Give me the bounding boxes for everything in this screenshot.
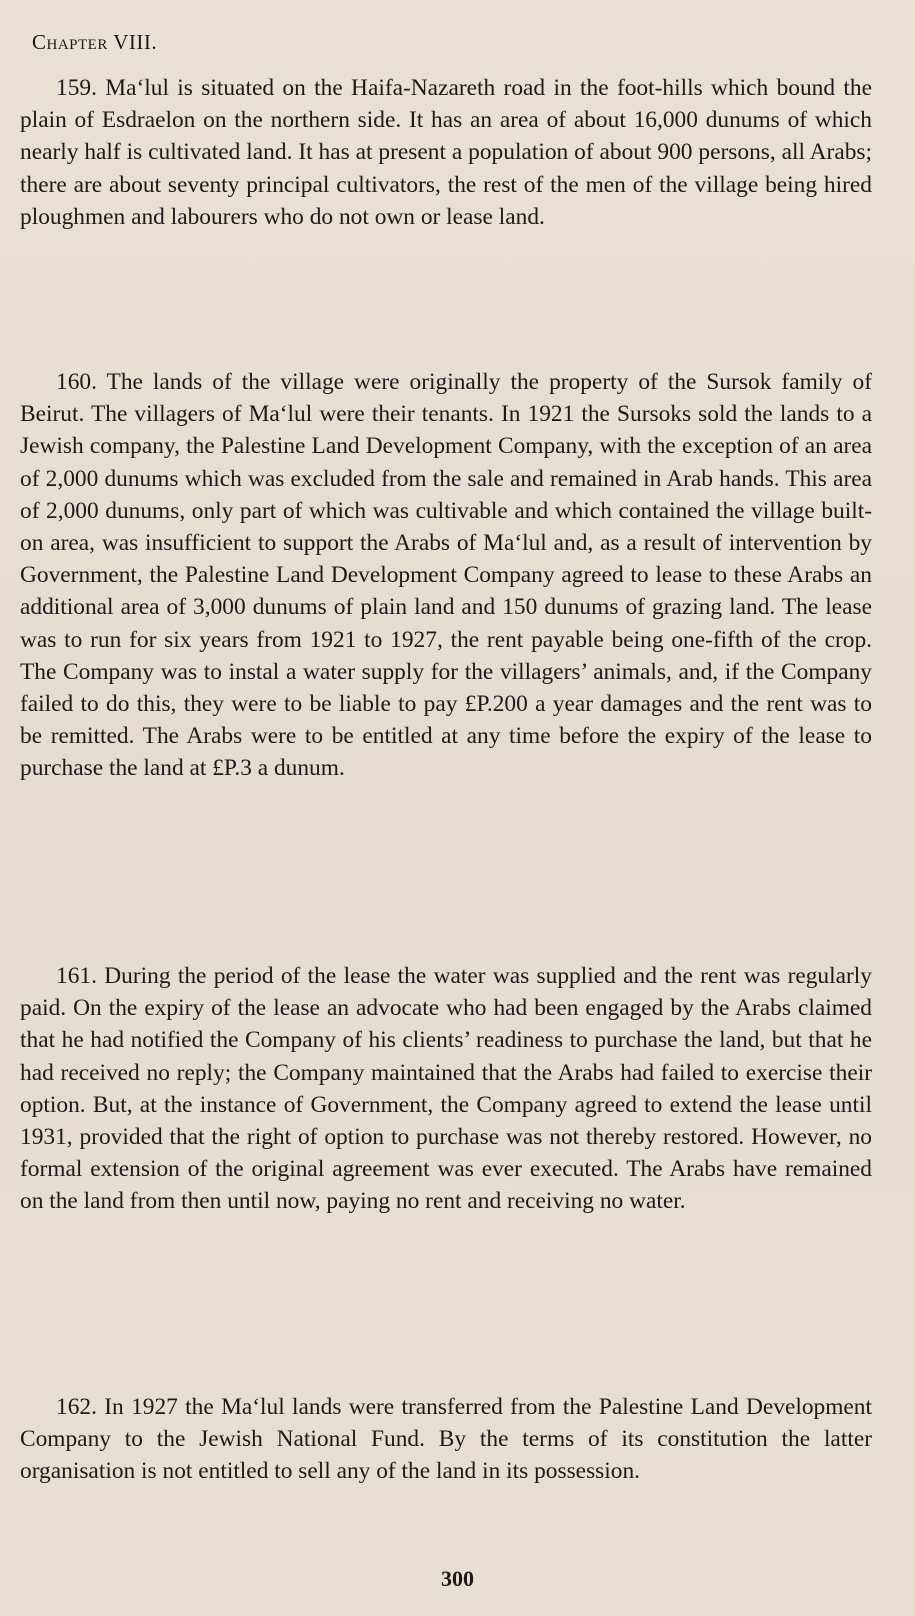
chapter-heading: Chapter VIII. bbox=[32, 30, 158, 54]
page-number: 300 bbox=[441, 1566, 474, 1591]
paragraph-160: 160. The lands of the village were originally the property of the Sursok family of Beirut. The villagers of Ma‘lul were their tenants. In 1921 the Sursoks sold the lands to a Jewish company, the Palestine Land Development Company, with the exception of an area of 2,000 dunums which was excluded from the sale and remained in Arab hands. This area of 2,000 dunums, only part of which was cultivable and which contained the village built-on area, was insufficient to support the Arabs of Ma‘lul and, as a result of intervention by Government, the Palestine Land Development Company agreed to lease to these Arabs an additional area of 3,000 dunums of plain land and 150 dunums of grazing land. The lease was to run for six years from 1921 to 1927, the rent payable being one-fifth of the crop. The Company was to instal a water supply for the villagers’ animals, and, if the Company failed to do this, they were to be liable to pay £P.200 a year damages and the rent was to be remitted. The Arabs were to be entitled at any time before the expiry of the lease to purchase the land at £P.3 a dunum. bbox=[20, 369, 872, 782]
paragraph-161: 161. During the period of the lease the water was supplied and the rent was regularly paid. On the expiry of the lease an advocate who had been engaged by the Arabs claimed that he had notified the Company of his clients’ readiness to purchase the land, but that he had received no reply; the Company maintained that the Arabs had failed to exercise their option. But, at the instance of Government, the Company agreed to extend the lease until 1931, provided that the right of option to purchase was not thereby restored. However, no formal extension of the original agreement was ever executed. The Arabs have remained on the land from then until now, paying no rent and receiving no water. bbox=[20, 963, 872, 1215]
paragraph-162: 162. In 1927 the Ma‘lul lands were transferred from the Palestine Land Development Company to the Jewish National Fund. By the terms of its constitution the latter organisation is not entitled to sell any of the land in its possession. bbox=[20, 1394, 872, 1485]
paragraph-159: 159. Ma‘lul is situated on the Haifa-Nazareth road in the foot-hills which bound the plain of Esdraelon on the northern side. It has an area of about 16,000 dunums of which nearly half is cultivated land. It has at present a population of about 900 persons, all Arabs; there are about seventy principal cultivators, the rest of the men of the village being hired ploughmen and labourers who do not own or lease land. bbox=[20, 75, 872, 230]
